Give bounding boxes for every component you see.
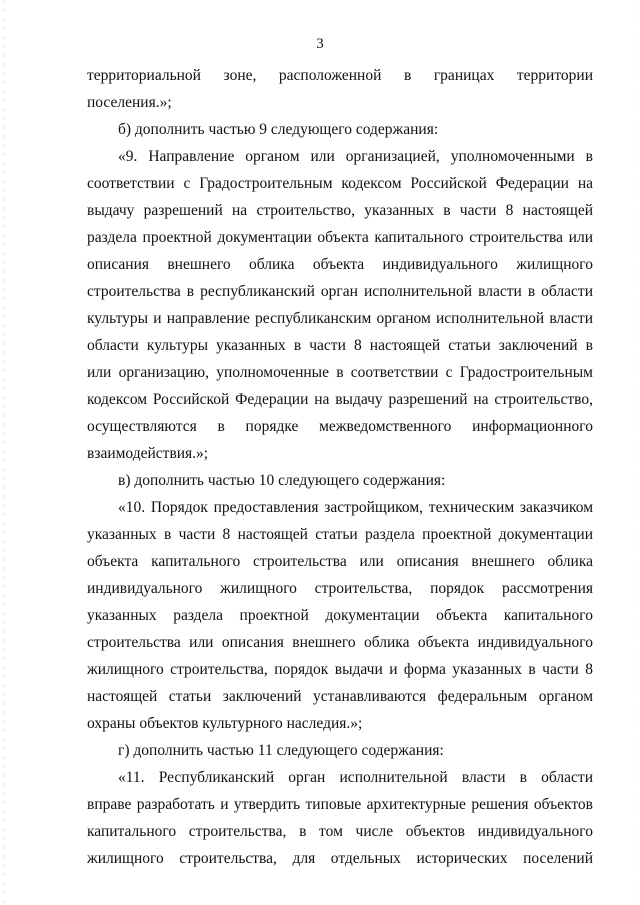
text-line: описания внешнего облика объекта индивидуального жилищного xyxy=(87,256,593,273)
text-line: указанных в части 8 настоящей статьи раздела проектной документации xyxy=(87,526,593,543)
text-line: выдачу разрешений на строительство, указанных в части 8 настоящей xyxy=(87,202,593,219)
text-line: культуры и направление республиканским органом исполнительной власти xyxy=(87,310,593,327)
text-line: соответствии с Градостроительным кодексом Российской Федерации на xyxy=(87,175,593,192)
text-line: жилищного строительства, для отдельных исторических поселений xyxy=(87,850,593,867)
text-line: «11. Республиканский орган исполнительной власти в области xyxy=(118,769,593,786)
text-line: территориальной зоне, расположенной в границах территории xyxy=(87,67,593,84)
text-line: взаимодействия.»; xyxy=(87,445,209,462)
text-line: строительства или описания внешнего облика объекта индивидуального xyxy=(87,634,593,651)
text-line: б) дополнить частью 9 следующего содержания: xyxy=(118,121,439,138)
text-line: вправе разработать и утвердить типовые архитектурные решения объектов xyxy=(87,796,593,813)
text-line: г) дополнить частью 11 следующего содержания: xyxy=(118,742,444,759)
text-line: осуществляются в порядке межведомственного информационного xyxy=(87,418,593,435)
text-line: охраны объектов культурного наследия.»; xyxy=(87,715,363,732)
text-line: объекта капитального строительства или описания внешнего облика xyxy=(87,553,593,570)
text-line: кодексом Российской Федерации на выдачу разрешений на строительство, xyxy=(87,391,593,408)
text-line: строительства в республиканский орган исполнительной власти в области xyxy=(87,283,593,300)
text-line: указанных раздела проектной документации объекта капитального xyxy=(87,607,593,624)
text-line: «10. Порядок предоставления застройщиком, техническим заказчиком xyxy=(118,499,593,516)
text-line: поселения.»; xyxy=(87,94,172,111)
scan-edge-left xyxy=(4,0,5,905)
text-line: области культуры указанных в части 8 настоящей статьи заключений в xyxy=(87,337,593,354)
text-line: в) дополнить частью 10 следующего содержания: xyxy=(118,472,446,489)
text-line: раздела проектной документации объекта капитального строительства или xyxy=(87,229,593,246)
text-line: или организацию, уполномоченные в соответствии с Градостроительным xyxy=(87,364,593,381)
page-number: 3 xyxy=(316,36,324,52)
text-line: «9. Направление органом или организацией, уполномоченными в xyxy=(118,148,593,165)
text-line: индивидуального жилищного строительства, порядок рассмотрения xyxy=(87,580,593,597)
text-line: настоящей статьи заключений устанавливаются федеральным органом xyxy=(87,688,593,705)
text-line: капитального строительства, в том числе объектов индивидуального xyxy=(87,823,593,840)
scan-edge-right xyxy=(634,0,635,905)
text-line: жилищного строительства, порядок выдачи и форма указанных в части 8 xyxy=(87,661,593,678)
